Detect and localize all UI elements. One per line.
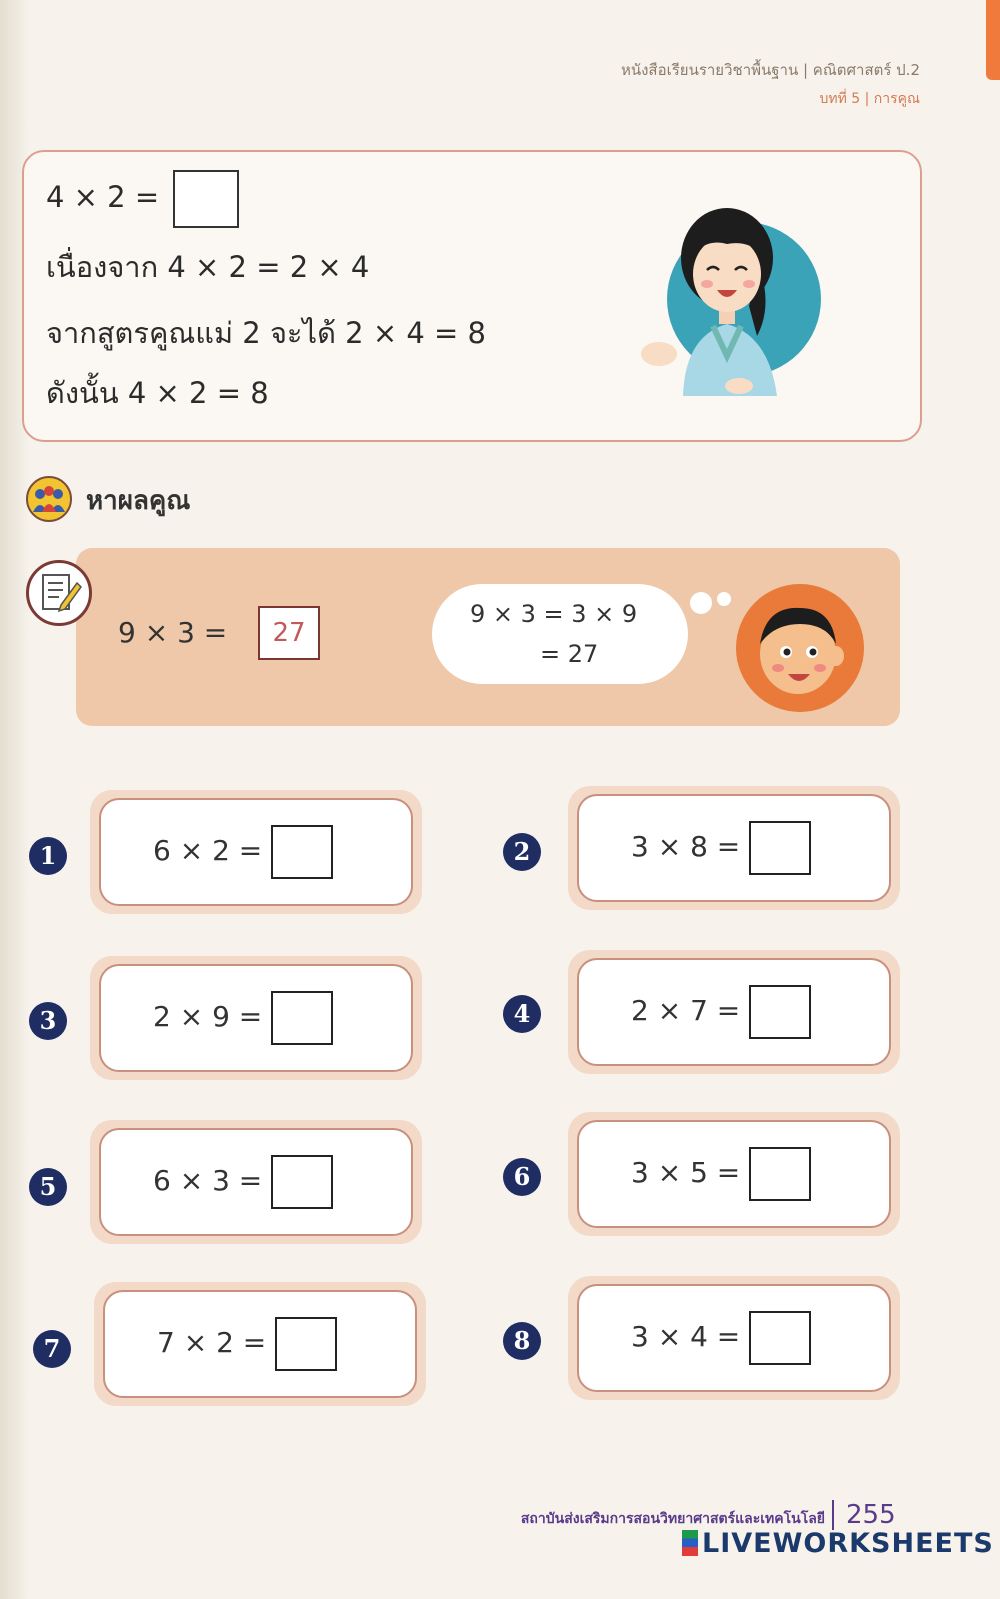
exercise-card-4 bbox=[577, 958, 891, 1066]
exercise-equation: 3 × 8 = bbox=[631, 830, 741, 863]
page-number: 255 bbox=[846, 1500, 896, 1530]
answer-input-8[interactable] bbox=[749, 1311, 811, 1365]
exercise-equation: 6 × 2 = bbox=[153, 834, 263, 867]
exercise-number-3: 3 bbox=[29, 1002, 67, 1040]
example-equation: 4 × 2 = bbox=[46, 180, 160, 214]
exercise-number-7: 7 bbox=[33, 1330, 71, 1368]
group-icon bbox=[26, 476, 72, 522]
sample-answer-box: 27 bbox=[258, 606, 320, 660]
section-title: หาผลคูณ bbox=[86, 486, 191, 516]
exercise-card-6 bbox=[577, 1120, 891, 1228]
exercise-number-5: 5 bbox=[29, 1168, 67, 1206]
footer-divider bbox=[832, 1500, 834, 1530]
teacher-illustration bbox=[667, 222, 821, 376]
example-line-4: ดังนั้น 4 × 2 = 8 bbox=[46, 376, 269, 410]
example-line-3: จากสูตรคูณแม่ 2 จะได้ 2 × 4 = 8 bbox=[46, 316, 486, 350]
exercise-card-5 bbox=[99, 1128, 413, 1236]
exercise-card-2 bbox=[577, 794, 891, 902]
chapter-label: บทที่ 5 | การคูณ bbox=[819, 91, 920, 107]
liveworksheets-logo-icon bbox=[682, 1530, 698, 1556]
example-answer-box bbox=[173, 170, 239, 228]
exercise-number-1: 1 bbox=[29, 837, 67, 875]
boy-illustration bbox=[736, 584, 864, 712]
exercise-card-1 bbox=[99, 798, 413, 906]
answer-input-3[interactable] bbox=[271, 991, 333, 1045]
answer-input-1[interactable] bbox=[271, 825, 333, 879]
exercise-card-7 bbox=[103, 1290, 417, 1398]
exercise-card-3 bbox=[99, 964, 413, 1072]
publisher-name: สถาบันส่งเสริมการสอนวิทยาศาสตร์และเทคโนโลยี bbox=[520, 1511, 825, 1527]
thought-bubble-large bbox=[690, 592, 712, 614]
liveworksheets-watermark: LIVEWORKSHEETS bbox=[702, 1528, 994, 1559]
exercise-equation: 2 × 9 = bbox=[153, 1000, 263, 1033]
book-title: หนังสือเรียนรายวิชาพื้นฐาน | คณิตศาสตร์ ป.2 bbox=[620, 61, 920, 79]
exercise-number-8: 8 bbox=[503, 1322, 541, 1360]
example-line-1 bbox=[46, 170, 239, 228]
answer-input-5[interactable] bbox=[271, 1155, 333, 1209]
exercise-number-4: 4 bbox=[503, 995, 541, 1033]
example-box bbox=[22, 150, 922, 442]
thought-bubble-small bbox=[717, 592, 731, 606]
example-line-2: เนื่องจาก 4 × 2 = 2 × 4 bbox=[46, 250, 370, 284]
pencil-paper-icon bbox=[26, 560, 92, 626]
exercise-equation: 3 × 4 = bbox=[631, 1320, 741, 1353]
answer-input-2[interactable] bbox=[749, 821, 811, 875]
answer-input-7[interactable] bbox=[275, 1317, 337, 1371]
answer-input-4[interactable] bbox=[749, 985, 811, 1039]
exercise-number-2: 2 bbox=[503, 833, 541, 871]
answer-input-6[interactable] bbox=[749, 1147, 811, 1201]
thought-cloud bbox=[432, 584, 688, 684]
exercise-equation: 2 × 7 = bbox=[631, 994, 741, 1027]
thought-line-2: = 27 bbox=[540, 640, 599, 668]
sample-equation: 9 × 3 = bbox=[118, 616, 228, 649]
exercise-equation: 7 × 2 = bbox=[157, 1326, 267, 1359]
thought-line-1: 9 × 3 = 3 × 9 bbox=[470, 600, 638, 628]
page-edge-tab bbox=[986, 0, 1000, 80]
exercise-equation: 3 × 5 = bbox=[631, 1156, 741, 1189]
exercise-equation: 6 × 3 = bbox=[153, 1164, 263, 1197]
exercise-number-6: 6 bbox=[503, 1158, 541, 1196]
exercise-card-8 bbox=[577, 1284, 891, 1392]
